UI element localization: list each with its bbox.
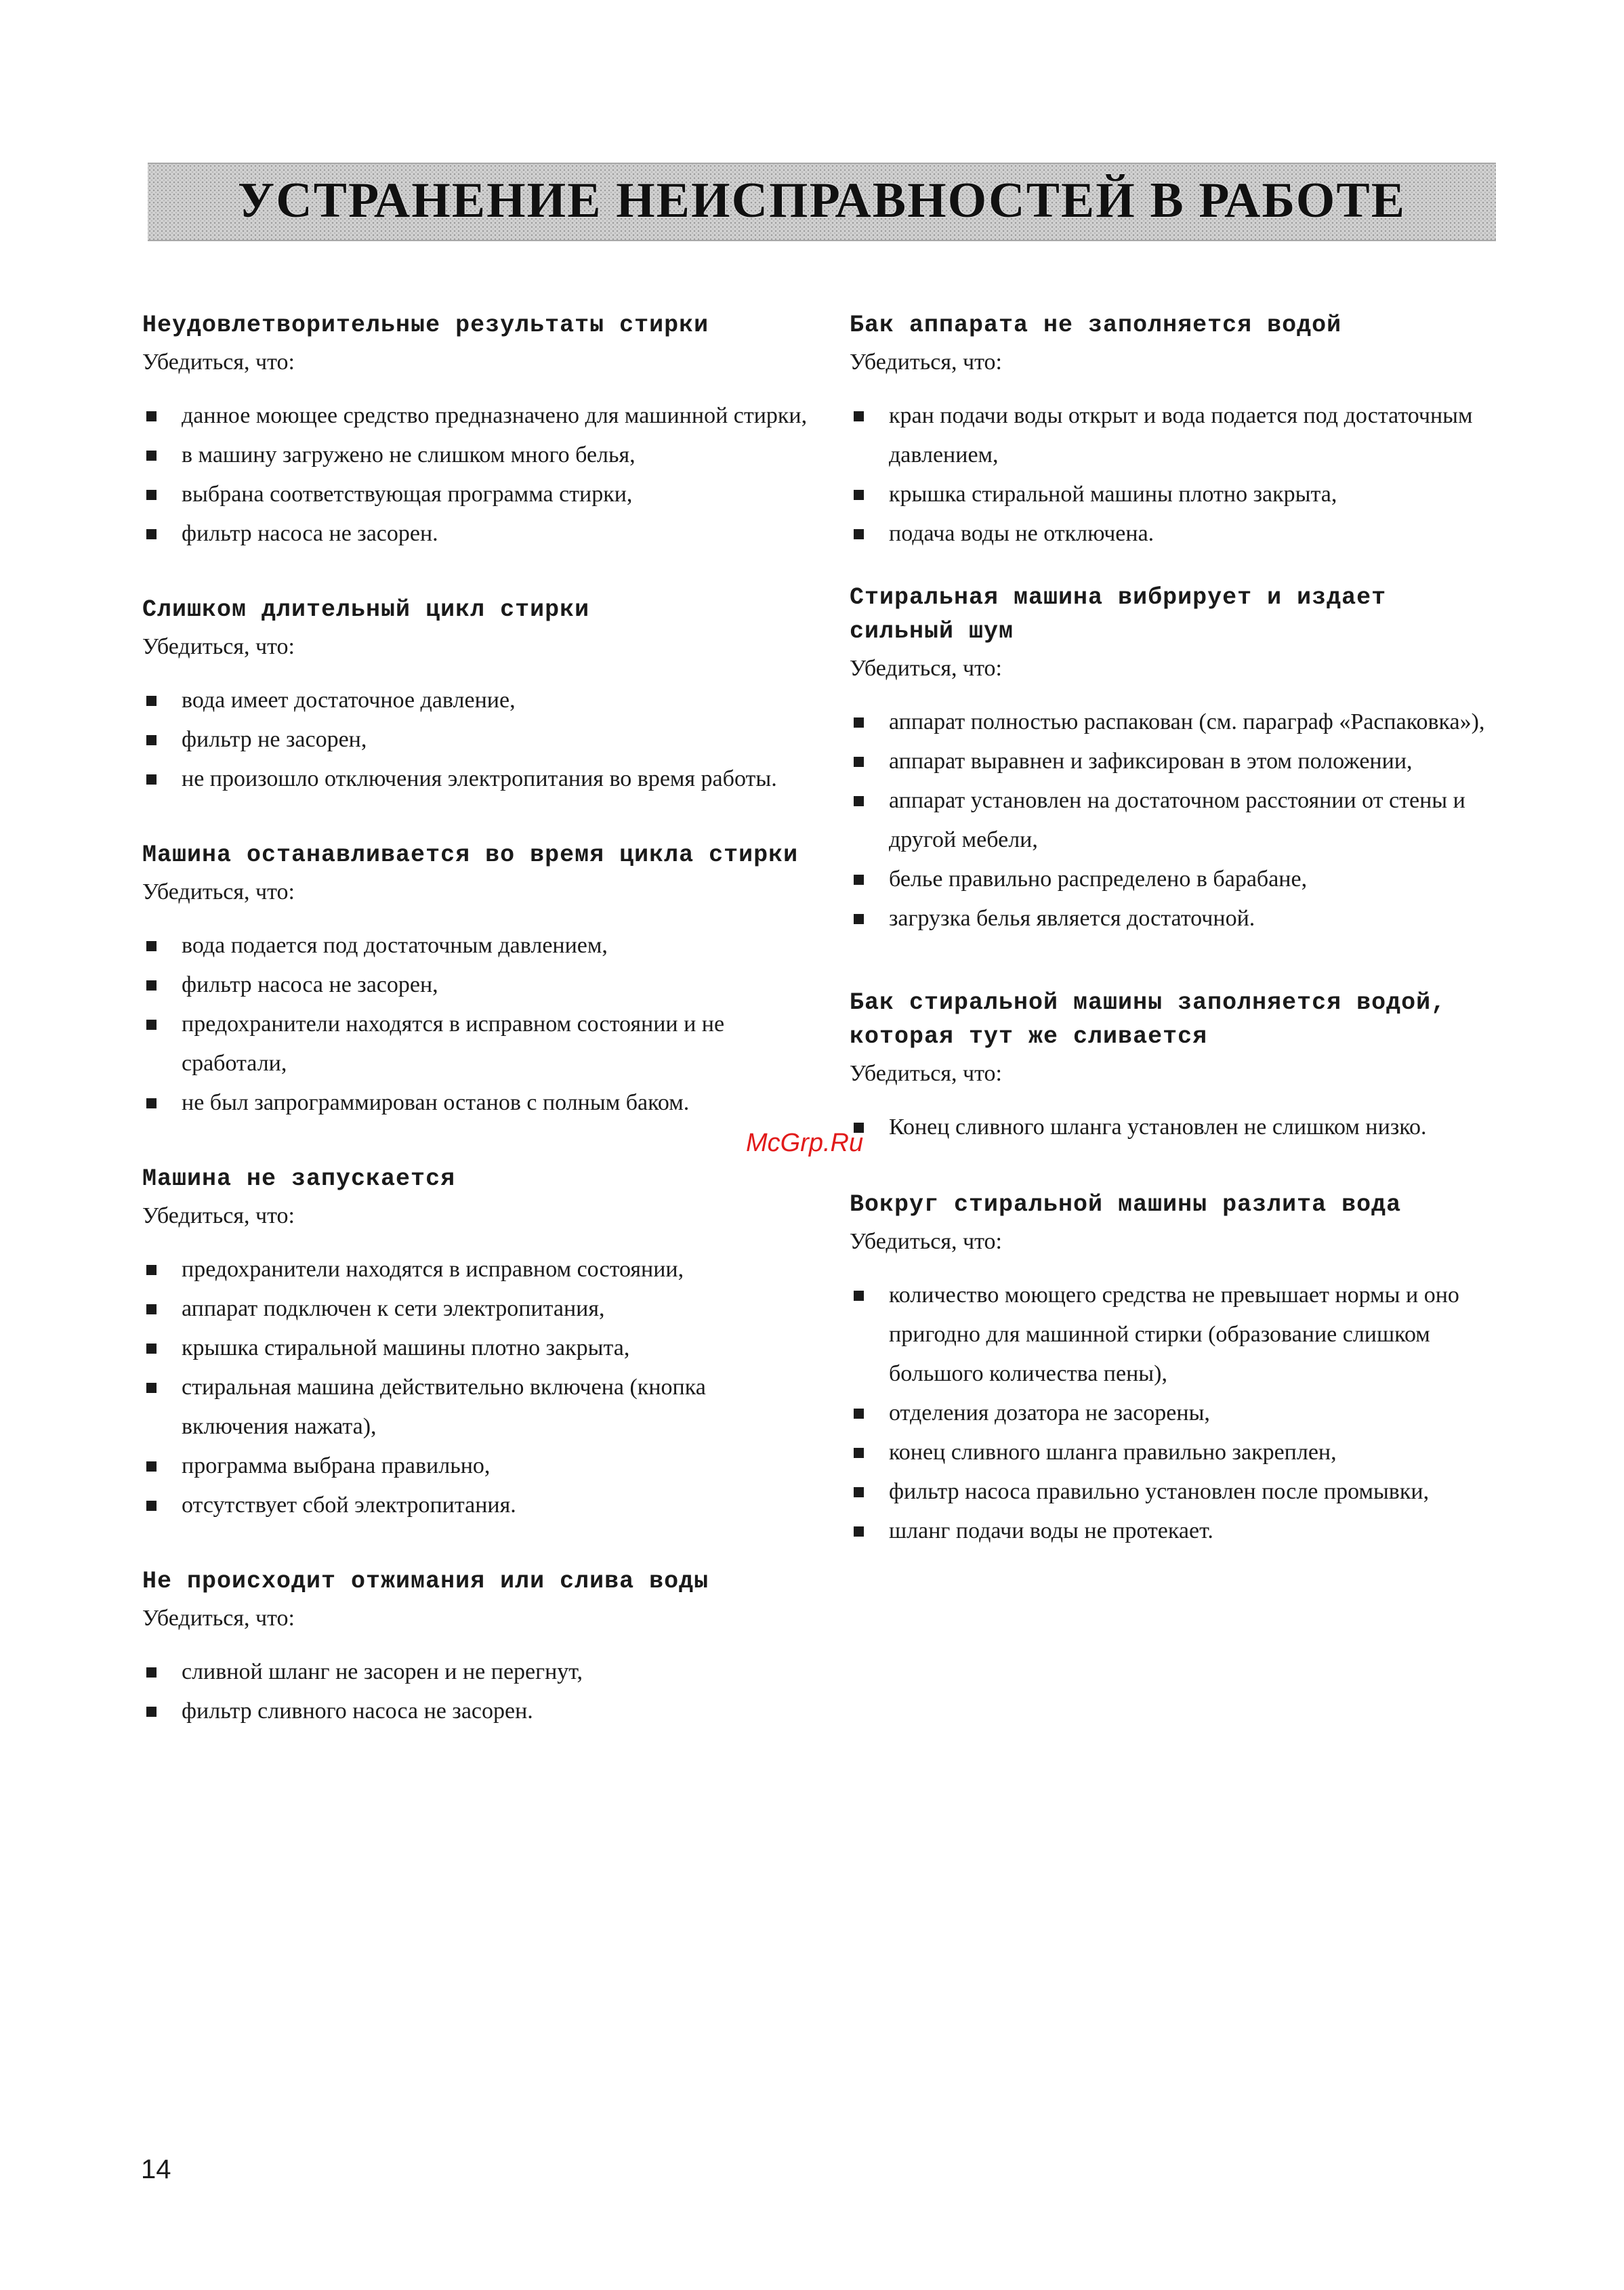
item-text: количество моющего средства не превышает нормы и оно пригодно для машинной стирки (образование слишком большого количества пены), (889, 1283, 1459, 1386)
checklist (850, 396, 1500, 554)
section-subtitle: Убедиться, что: (850, 350, 1002, 375)
section-heading: Вокруг стиральной машины разлита вода (850, 1191, 1402, 1218)
section-subtitle: Убедиться, что: (850, 1229, 1002, 1254)
checklist (142, 1250, 813, 1525)
item-text: подача воды не отключена. (889, 521, 1154, 546)
left-column (142, 308, 813, 1731)
section-water-leak (850, 1188, 1500, 1551)
item-text: предохранители находятся в исправном состоянии, (182, 1257, 684, 1282)
list-item (850, 899, 1500, 938)
list-item (142, 396, 813, 436)
square-bullet-icon (146, 1265, 157, 1275)
square-bullet-icon (146, 529, 157, 539)
item-text: в машину загружено не слишком много белья, (182, 442, 636, 467)
square-bullet-icon (854, 1526, 864, 1537)
square-bullet-icon (146, 1098, 157, 1108)
list-item (142, 926, 813, 965)
list-item (850, 475, 1500, 514)
list-item (142, 1652, 813, 1692)
item-text: конец сливного шланга правильно закреплен, (889, 1440, 1337, 1465)
list-item (142, 514, 813, 554)
list-item (850, 1433, 1500, 1472)
list-item (850, 742, 1500, 781)
square-bullet-icon (146, 1461, 157, 1472)
item-text: вода подается под достаточным давлением, (182, 933, 608, 958)
square-bullet-icon (146, 1020, 157, 1030)
list-item (850, 514, 1500, 554)
square-bullet-icon (854, 1409, 864, 1419)
item-text: шланг подачи воды не протекает. (889, 1518, 1213, 1543)
checklist (142, 681, 813, 799)
section-heading: Слишком длительный цикл стирки (142, 596, 590, 623)
square-bullet-icon (146, 941, 157, 951)
square-bullet-icon (146, 774, 157, 785)
right-column (850, 308, 1500, 1551)
square-bullet-icon (146, 1304, 157, 1314)
checklist (142, 396, 813, 554)
list-item (142, 1289, 813, 1329)
list-item (850, 1394, 1500, 1433)
list-item (850, 1276, 1500, 1394)
item-text: аппарат подключен к сети электропитания, (182, 1296, 605, 1321)
item-text: аппарат выравнен и зафиксирован в этом положении, (889, 749, 1413, 774)
page-title: УСТРАНЕНИЕ НЕИСПРАВНОСТЕЙ В РАБОТЕ (237, 172, 1407, 228)
square-bullet-icon (146, 980, 157, 991)
list-item (142, 1083, 813, 1123)
list-item (850, 860, 1500, 899)
list-item (850, 703, 1500, 742)
item-text: фильтр насоса правильно установлен после промывки, (889, 1479, 1430, 1504)
section-heading: Неудовлетворительные результаты стирки (142, 312, 709, 339)
section-long-wash-cycle (142, 593, 813, 799)
section-heading: Бак стиральной машины заполняется водой, которая тут же сливается (850, 989, 1446, 1050)
item-text: крышка стиральной машины плотно закрыта, (182, 1335, 630, 1360)
item-text: не был запрограммирован останов с полным баком. (182, 1090, 690, 1115)
square-bullet-icon (854, 1487, 864, 1497)
section-heading: Бак аппарата не заполняется водой (850, 312, 1342, 339)
item-text: крышка стиральной машины плотно закрыта, (889, 482, 1337, 507)
section-heading: Машина не запускается (142, 1165, 456, 1192)
square-bullet-icon (146, 735, 157, 745)
checklist (850, 1108, 1500, 1147)
square-bullet-icon (854, 411, 864, 421)
square-bullet-icon (854, 1291, 864, 1301)
list-item (142, 1329, 813, 1368)
item-text: предохранители находятся в исправном состоянии и не сработали, (182, 1012, 725, 1076)
square-bullet-icon (854, 717, 864, 728)
item-text: вода имеет достаточное давление, (182, 688, 516, 713)
list-item (142, 1368, 813, 1446)
square-bullet-icon (854, 1448, 864, 1458)
checklist (850, 1276, 1500, 1551)
square-bullet-icon (854, 757, 864, 767)
item-text: белье правильно распределено в барабане, (889, 867, 1308, 892)
item-text: аппарат полностью распакован (см. параграф «Распаковка»), (889, 709, 1485, 734)
item-text: аппарат установлен на достаточном расстоянии от стены и другой мебели, (889, 788, 1465, 852)
square-bullet-icon (146, 1344, 157, 1354)
page-number: 14 (141, 2154, 171, 2184)
list-item (142, 1486, 813, 1525)
item-text: загрузка белья является достаточной. (889, 906, 1255, 931)
list-item (142, 436, 813, 475)
item-text: не произошло отключения электропитания во время работы. (182, 766, 777, 791)
section-subtitle: Убедиться, что: (142, 350, 295, 375)
list-item (142, 965, 813, 1005)
item-text: стиральная машина действительно включена (кнопка включения нажата), (182, 1375, 706, 1439)
section-no-spin-or-drain (142, 1564, 813, 1731)
square-bullet-icon (146, 696, 157, 706)
square-bullet-icon (146, 1707, 157, 1717)
square-bullet-icon (146, 1501, 157, 1511)
section-poor-wash-results (142, 308, 813, 554)
list-item (850, 396, 1500, 475)
checklist (142, 1652, 813, 1731)
section-stops-during-cycle (142, 838, 813, 1123)
item-text: фильтр насоса не засорен, (182, 972, 438, 997)
item-text: фильтр сливного насоса не засорен. (182, 1699, 533, 1724)
square-bullet-icon (854, 796, 864, 806)
item-text: отделения дозатора не засорены, (889, 1400, 1210, 1425)
checklist (142, 926, 813, 1123)
item-text: Конец сливного шланга установлен не слишком низко. (889, 1115, 1427, 1140)
item-text: отсутствует сбой электропитания. (182, 1493, 516, 1518)
section-heading: Стиральная машина вибрирует и издает сильный шум (850, 584, 1387, 645)
list-item (850, 781, 1500, 860)
list-item (142, 759, 813, 799)
list-item (142, 1005, 813, 1083)
list-item (850, 1512, 1500, 1551)
square-bullet-icon (146, 1667, 157, 1678)
square-bullet-icon (854, 914, 864, 924)
section-heading: Машина останавливается во время цикла стирки (142, 841, 799, 869)
list-item (142, 1250, 813, 1289)
item-text: кран подачи воды открыт и вода подается под достаточным давлением, (889, 403, 1473, 467)
list-item (142, 1692, 813, 1731)
list-item (142, 681, 813, 720)
square-bullet-icon (854, 529, 864, 539)
section-subtitle: Убедиться, что: (142, 1203, 295, 1228)
section-heading: Не происходит отжимания или слива воды (142, 1568, 709, 1595)
square-bullet-icon (854, 875, 864, 885)
item-text: фильтр не засорен, (182, 727, 367, 752)
item-text: сливной шланг не засорен и не перегнут, (182, 1659, 583, 1684)
square-bullet-icon (146, 451, 157, 461)
section-subtitle: Убедиться, что: (850, 1061, 1002, 1086)
list-item (142, 475, 813, 514)
checklist (850, 703, 1500, 938)
item-text: фильтр насоса не засорен. (182, 521, 438, 546)
section-does-not-start (142, 1162, 813, 1525)
item-text: программа выбрана правильно, (182, 1453, 491, 1478)
section-fills-and-drains (850, 986, 1500, 1147)
item-text: данное моющее средство предназначено для машинной стирки, (182, 403, 808, 428)
list-item (850, 1108, 1500, 1147)
section-tank-not-filling (850, 308, 1500, 554)
watermark-link[interactable]: McGrp.Ru (746, 1129, 864, 1157)
item-text: выбрана соответствующая программа стирки, (182, 482, 633, 507)
list-item (142, 720, 813, 759)
square-bullet-icon (146, 411, 157, 421)
section-subtitle: Убедиться, что: (142, 634, 295, 659)
square-bullet-icon (854, 490, 864, 500)
section-subtitle: Убедиться, что: (142, 879, 295, 904)
section-subtitle: Убедиться, что: (850, 656, 1002, 681)
list-item (850, 1472, 1500, 1512)
list-item (142, 1446, 813, 1486)
square-bullet-icon (146, 1383, 157, 1393)
section-vibration-noise (850, 581, 1500, 938)
square-bullet-icon (146, 490, 157, 500)
section-subtitle: Убедиться, что: (142, 1606, 295, 1631)
